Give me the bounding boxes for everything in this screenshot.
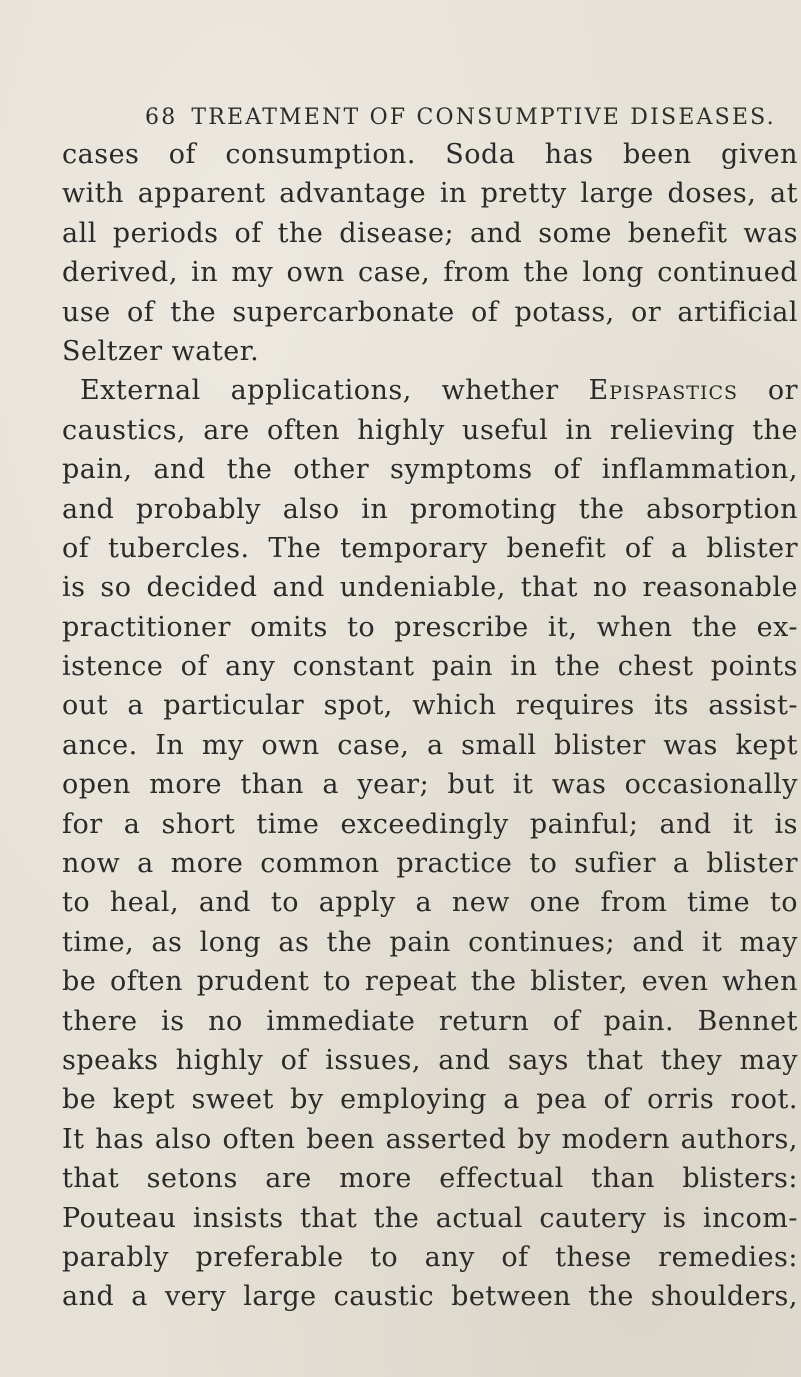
text-line: all periods of the disease; and some benefit was xyxy=(62,217,798,249)
running-head xyxy=(145,105,785,130)
text-line: ance. In my own case, a small blister was kept xyxy=(62,729,798,761)
text-line: Pouteau insists that the actual cautery is incom- xyxy=(62,1202,798,1234)
text-line: to heal, and to apply a new one from time to xyxy=(62,887,798,919)
text-line: be often prudent to repeat the blister, even when xyxy=(62,966,798,998)
text-line: for a short time exceedingly painful; and it is xyxy=(62,808,798,840)
text-line-segment: or xyxy=(767,375,798,407)
text-line: there is no immediate return of pain. Bennet xyxy=(62,1005,798,1037)
text-line: with apparent advantage in pretty large doses, at xyxy=(62,178,798,210)
text-line: It has also often been asserted by modern authors, xyxy=(62,1123,798,1155)
text-line: cases of consumption. Soda has been given xyxy=(62,139,798,170)
text-line: and probably also in promoting the absorption xyxy=(62,493,798,525)
text-line: caustics, are often highly useful in relieving the xyxy=(62,414,798,446)
small-caps-term: Epispastics xyxy=(588,375,739,407)
body-text xyxy=(62,135,798,1317)
text-line: and a very large caustic between the shoulders, xyxy=(62,1281,798,1313)
text-line: istence of any constant pain in the chest points xyxy=(62,651,798,683)
text-line: be kept sweet by employing a pea of orris root. xyxy=(62,1084,798,1116)
text-line: that setons are more effectual than blisters: xyxy=(62,1163,798,1195)
text-line xyxy=(62,371,798,410)
page-number: 68 xyxy=(145,105,178,130)
text-line: use of the supercarbonate of potass, or artificial xyxy=(62,296,798,328)
text-line: parably preferable to any of these remedies: xyxy=(62,1241,798,1273)
text-line: out a particular spot, which requires its assist- xyxy=(62,690,798,722)
text-line: speaks highly of issues, and says that they may xyxy=(62,1044,798,1076)
text-line: open more than a year; but it was occasionally xyxy=(62,769,798,801)
running-title: TREATMENT OF CONSUMPTIVE DISEASES. xyxy=(191,105,776,130)
text-line: Seltzer water. xyxy=(62,335,260,367)
text-line: time, as long as the pain continues; and it may xyxy=(62,926,798,958)
text-line: practitioner omits to prescribe it, when the ex- xyxy=(62,611,798,643)
text-line: of tubercles. The temporary benefit of a blister xyxy=(62,532,798,564)
text-line: is so decided and undeniable, that no reasonable xyxy=(62,572,798,604)
text-line: pain, and the other symptoms of inflammation, xyxy=(62,454,798,486)
text-line: now a more common practice to sufier a blister xyxy=(62,848,798,880)
text-line: derived, in my own case, from the long continued xyxy=(62,257,798,289)
text-line-segment: External applications, whether xyxy=(80,375,559,407)
